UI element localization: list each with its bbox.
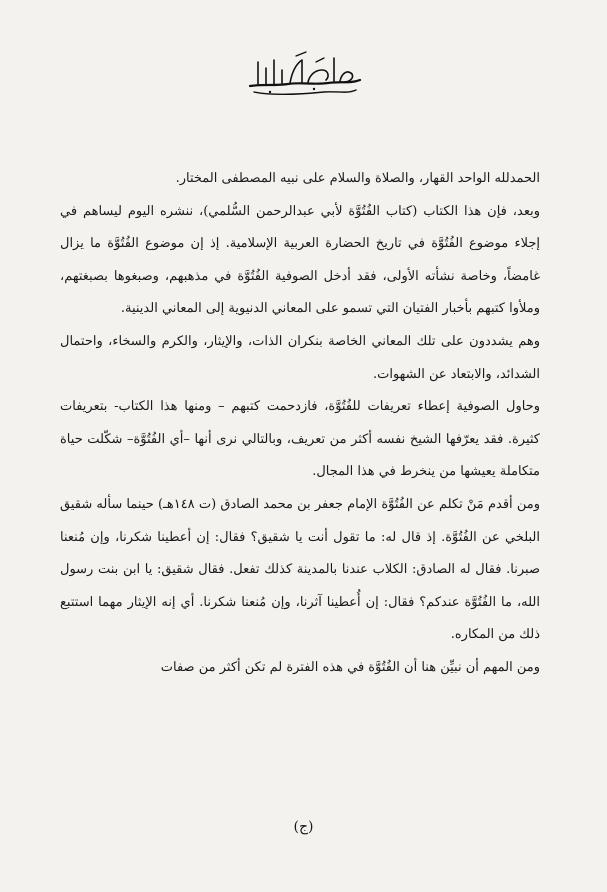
page-number: (ج) xyxy=(293,819,314,835)
paragraph: ومن المهم أن نبيِّن هنا أن الفُتُوَّة في هذه الفترة لم تكن أكثر من صفات xyxy=(160,659,540,675)
paragraph: ومن أقدم مَنْ تكلم عن الفُتُوَّة الإمام جعفر بن محمد الصادق (ت ١٤٨هـ) حينما سأله شقيق البلخي عن الفُتُوَّة. إذ قال له: ما تقول أنت يا شقيق؟ فقال: إن أعطينا شكرنا، وإن مُنعنا صبرنا. فقال له الصادق: الكلاب عندنا بالمدينة كذلك تفعل. فقال شقيق: يا ابن بنت رسول الله، ما الفُتُوَّة عندكم؟ فقال: إن أُعطينا آثرنا، وإن مُنعنا شكرنا. أي إنه الإيثار مهما استتبع ذلك من المكاره. xyxy=(60,496,541,643)
paragraph: وبعد، فإن هذا الكتاب (كتاب الفُتُوَّة لأبي عبدالرحمن السُّلمي)، ننشره اليوم ليساهم في إجلاء موضوع الفُتُوَّة في تاريخ الحضارة العربية الإسلامية. إذ إن موضوع الفُتُوَّة ما يزال غامضاً، وخاصة نشأته الأولى، فقد أدخل الصوفية الفُتُوَّة في مذهبهم، وصبغوها بصبغتهم، وملأوا كتبهم بأخبار الفتيان التي تسمو على المعاني الدنيوية إلى المعاني الدينية. xyxy=(60,203,540,317)
basmala-calligraphy-icon xyxy=(244,48,364,100)
paragraph: وحاول الصوفية إعطاء تعريفات للفُتُوَّة، فازدحمت كتبهم – ومنها هذا الكتاب- بتعريفات كثيرة. فقد يعرّفها الشيخ نفسه أكثر من تعريف، وبالتالي نرى أنها –أي الفُتُوَّة– شكّلت حياة متكاملة يعيشها من ينخرط في هذا المجال. xyxy=(60,399,540,480)
paragraph: وهم يشددون على تلك المعاني الخاصة بنكران الذات، والإيثار، والكرم والسخاء، واحتمال الشدائد، والابتعاد عن الشهوات. xyxy=(60,333,540,382)
basmala-calligraphy xyxy=(0,44,607,104)
paragraph: الحمدلله الواحد القهار، والصلاة والسلام على نبيه المصطفى المختار. xyxy=(175,171,540,186)
body-text xyxy=(60,163,540,685)
